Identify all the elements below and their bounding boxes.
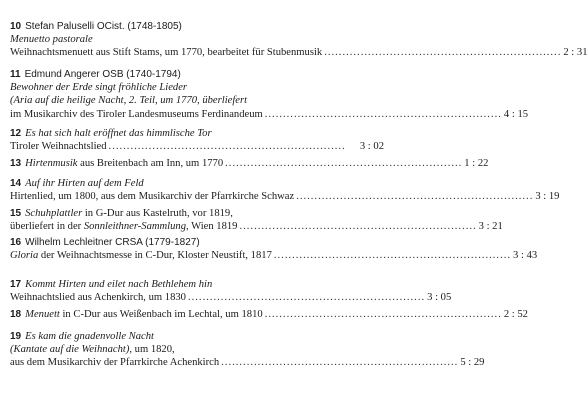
track-duration: 3 : 21 — [478, 221, 503, 233]
track-16 — [10, 236, 538, 262]
track-line — [10, 108, 529, 121]
track-12 — [10, 127, 384, 153]
piece-subtitle: (Aria auf die heilige Nacht, 2. Teil, um 1770, überliefert — [10, 95, 248, 107]
track-11 — [10, 68, 529, 121]
track-duration: 3 : 05 — [427, 292, 452, 304]
dot-leader: ................................................................. — [225, 158, 463, 169]
track-line — [10, 20, 384, 33]
dot-leader: ................................................................. — [221, 357, 459, 369]
track-number: 17 — [10, 279, 22, 290]
piece-description: Hirtenmusik aus Breitenbach am Inn, um 1770 — [25, 158, 224, 169]
track-line — [10, 308, 528, 321]
track-number: 19 — [10, 331, 22, 342]
track-duration: 3 : 43 — [513, 250, 538, 262]
track-duration: 3 : 19 — [535, 191, 560, 203]
track-line — [10, 343, 384, 356]
track-number: 13 — [10, 158, 22, 169]
track-line — [10, 356, 485, 369]
track-13 — [10, 157, 489, 170]
track-line — [10, 291, 452, 304]
piece-description: aus dem Musikarchiv der Pfarrkirche Achenkirch — [10, 357, 220, 369]
track-line — [10, 68, 384, 81]
track-duration: 4 : 15 — [503, 108, 529, 120]
piece-description: Weihnachtslied aus Achenkirch, um 1830 — [10, 292, 186, 304]
track-19 — [10, 330, 485, 370]
composer-name: Wilhelm Lechleitner CRSA (1779-1827) — [25, 237, 200, 248]
track-duration: 2 : 31 — [563, 47, 588, 59]
track-number: 18 — [10, 309, 22, 320]
track-number: 14 — [10, 178, 22, 189]
piece-title: Bewohner der Erde singt fröhliche Lieder — [10, 82, 188, 94]
piece-title: Auf ihr Hirten auf dem Feld — [25, 178, 144, 189]
track-number: 15 — [10, 208, 22, 219]
track-17 — [10, 278, 452, 304]
track-line — [10, 94, 384, 107]
track-line — [10, 190, 560, 203]
piece-title: Menuetto pastorale — [10, 34, 93, 46]
piece-description: Hirtenlied, um 1800, aus dem Musikarchiv der Pfarrkirche Schwaz — [10, 191, 295, 203]
track-15 — [10, 207, 503, 233]
track-line — [10, 249, 538, 262]
piece-description: Gloria der Weihnachtsmesse in C-Dur, Kloster Neustift, 1817 — [10, 250, 272, 262]
dot-leader: ................................................................. — [324, 47, 562, 59]
track-number: 12 — [10, 128, 22, 139]
piece-title: Kommt Hirten und eilet nach Bethlehem hin — [25, 279, 213, 290]
piece-description: Tiroler Weihnachtslied — [10, 141, 107, 153]
track-line — [10, 330, 384, 343]
piece-description: Menuett in C-Dur aus Weißenbach im Lechtal, um 1810 — [25, 309, 263, 320]
track-line — [10, 140, 384, 153]
composer-name: Edmund Angerer OSB (1740-1794) — [24, 69, 181, 80]
track-14 — [10, 177, 560, 203]
track-line — [10, 278, 384, 291]
composer-name: Stefan Paluselli OCist. (1748-1805) — [25, 21, 182, 32]
track-line — [10, 46, 588, 59]
track-line — [10, 236, 384, 249]
dot-leader: ................................................................. — [264, 108, 502, 120]
piece-title: Schuhplattler in G-Dur aus Kastelruth, vor 1819, — [25, 208, 233, 219]
dot-leader: ................................................................. — [264, 309, 502, 320]
track-line — [10, 177, 384, 190]
track-number: 11 — [10, 69, 21, 80]
track-duration: 3 : 02 — [359, 141, 384, 153]
track-line — [10, 127, 384, 140]
piece-description: überliefert in der Sonnleithner-Sammlung, Wien 1819 — [10, 221, 238, 233]
dot-leader: ................................................................. — [296, 191, 534, 203]
track-duration: 2 : 52 — [503, 309, 528, 320]
track-line — [10, 220, 503, 233]
piece-title: Es hat sich halt eröffnet das himmlische Tor — [25, 128, 212, 139]
piece-description: im Musikarchiv des Tiroler Landesmuseums Ferdinandeum — [10, 108, 263, 120]
track-line — [10, 207, 384, 220]
piece-subtitle: (Kantate auf die Weihnacht), um 1820, — [10, 344, 175, 356]
track-line — [10, 81, 384, 94]
dot-leader: ................................................................. — [239, 221, 477, 233]
dot-leader: ................................................................. — [108, 141, 346, 153]
track-10 — [10, 20, 588, 60]
track-line — [10, 157, 489, 170]
track-number: 10 — [10, 21, 22, 32]
track-18 — [10, 308, 528, 321]
track-duration: 1 : 22 — [464, 158, 489, 169]
dot-leader: ................................................................. — [187, 292, 426, 304]
track-number: 16 — [10, 237, 22, 248]
dot-leader: ................................................................. — [273, 250, 512, 262]
piece-description: Weihnachtsmenuett aus Stift Stams, um 1770, bearbeitet für Stubenmusik — [10, 47, 323, 59]
track-duration: 5 : 29 — [460, 357, 485, 369]
track-line — [10, 33, 384, 46]
piece-title: Es kam die gnadenvolle Nacht — [25, 331, 154, 342]
